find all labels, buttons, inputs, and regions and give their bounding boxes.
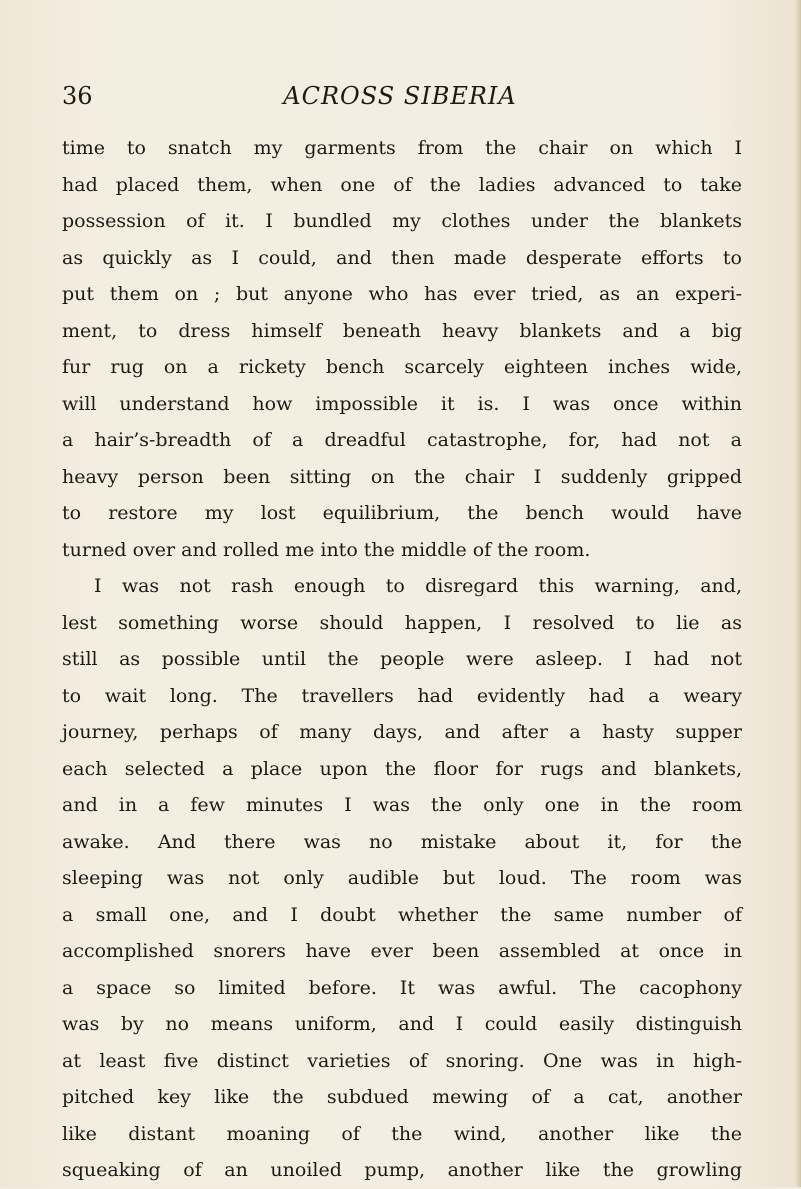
text-line: each selected a place upon the floor for rugs and blankets,: [62, 757, 742, 780]
text-line: fur rug on a rickety bench scarcely eighteen inches wide,: [62, 356, 742, 378]
text-line: put them on ; but anyone who has ever tried, as an experi-: [62, 283, 742, 305]
text-line: still as possible until the people were asleep. I had not: [62, 648, 742, 670]
text-line: will understand how impossible it is. I was once within: [62, 392, 742, 415]
text-line: pitched key like the subdued mewing of a cat, another: [62, 1086, 742, 1108]
running-title: ACROSS SIBERIA: [283, 82, 517, 110]
page-edge-shadow: [795, 0, 801, 1187]
text-line: accomplished snorers have ever been assembled at once in: [62, 940, 742, 962]
text-line: heavy person been sitting on the chair I suddenly gripped: [62, 465, 742, 488]
text-line: as quickly as I could, and then made desperate efforts to: [62, 246, 742, 269]
text-line: possession of it. I bundled my clothes under the blankets: [62, 210, 742, 232]
page-header: [62, 78, 738, 114]
text-line: sleeping was not only audible but loud. The room was: [62, 867, 742, 889]
page-number: 36: [62, 82, 93, 110]
text-line: to wait long. The travellers had evidently had a weary: [62, 684, 742, 707]
text-line: turned over and rolled me into the middle of the room.: [62, 538, 591, 561]
text-line: and in a few minutes I was the only one in the room: [62, 794, 742, 816]
text-line: like distant moaning of the wind, another like the: [62, 1122, 742, 1145]
text-line: to restore my lost equilibrium, the bench would have: [62, 502, 742, 524]
text-line: was by no means uniform, and I could easily distinguish: [62, 1013, 742, 1035]
text-line: journey, perhaps of many days, and after a hasty supper: [62, 721, 742, 743]
text-line: ment, to dress himself beneath heavy blankets and a big: [62, 319, 742, 342]
text-line: I was not rash enough to disregard this warning, and,: [94, 575, 742, 597]
text-line: a space so limited before. It was awful. The cacophony: [62, 976, 742, 999]
text-line: at least five distinct varieties of snoring. One was in high-: [62, 1049, 742, 1072]
text-line: a small one, and I doubt whether the same number of: [62, 903, 742, 926]
text-line: squeaking of an unoiled pump, another like the growling: [62, 1159, 742, 1181]
text-line: awake. And there was no mistake about it, for the: [62, 830, 742, 853]
body-text: [62, 130, 742, 1189]
text-line: had placed them, when one of the ladies advanced to take: [62, 173, 742, 196]
text-line: lest something worse should happen, I resolved to lie as: [62, 611, 742, 634]
text-line: a hair’s-breadth of a dreadful catastrophe, for, had not a: [62, 429, 742, 451]
text-line: time to snatch my garments from the chair on which I: [62, 137, 742, 159]
